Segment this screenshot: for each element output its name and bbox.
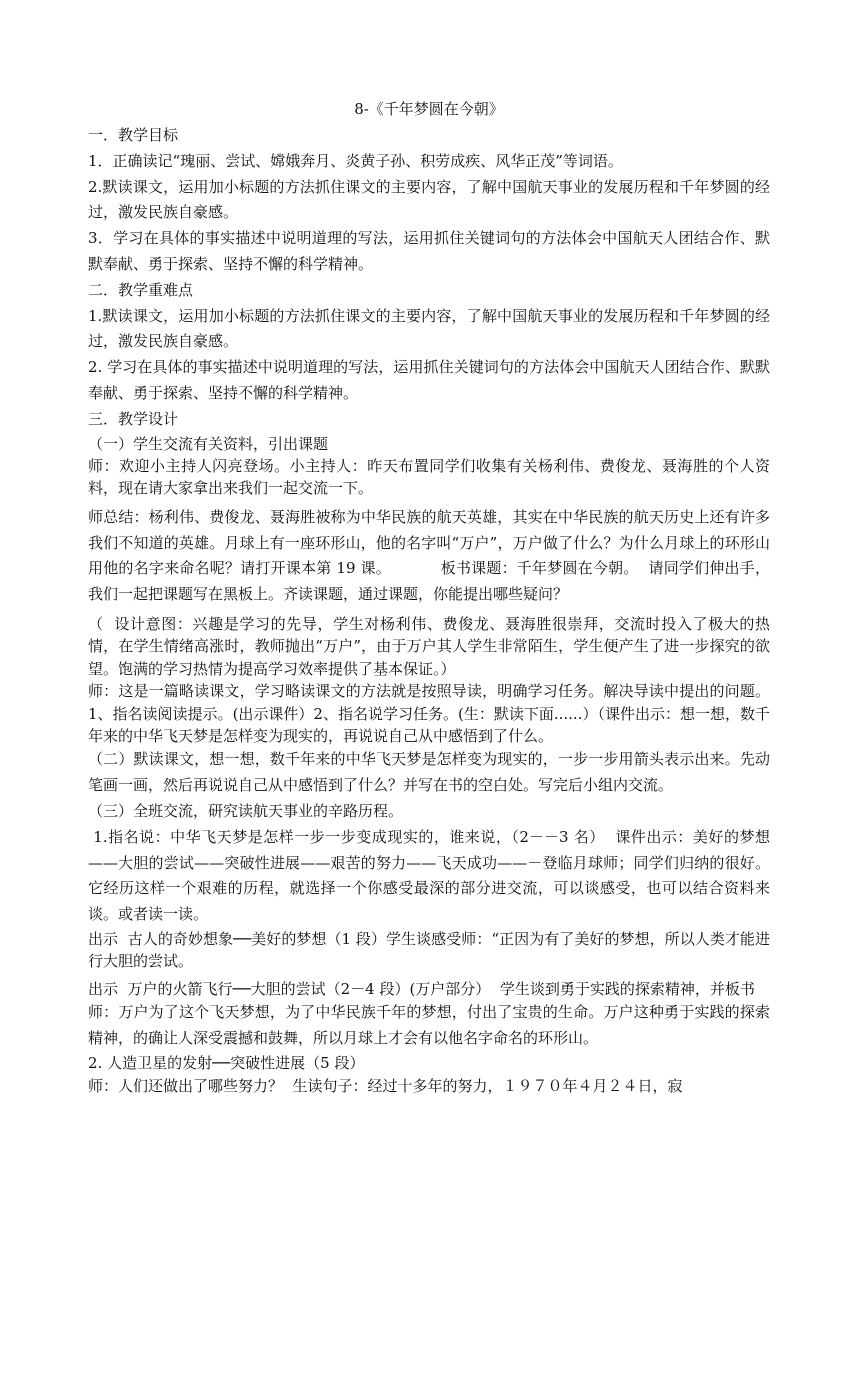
paragraph-key-point-2: 2. 学习在具体的事实描述中说明道理的写法，运用抓住关键词句的方法体会中国航天人团结合作、默默奉献、勇于探索、坚持不懈的科学精神。 <box>88 358 770 402</box>
paragraph-teacher-summary: 师总结：杨利伟、费俊龙、聂海胜被称为中华民族的航天英雄，其实在中华民族的航天历史上还有许多我们不知道的英雄。月球上有一座环形山，他的名字叫“万户”，万户做了什么？为什么月球上的环形山用他的名字来命名呢？请打开课本第 19 课。 板书课题：千年梦圆在今朝。 请同学们伸出手，我们一起把课题写在黑板上。齐读课题，通过课题，你能提出哪些疑问？ <box>88 507 770 604</box>
paragraph-satellite-launch: 2. 人造卫星的发射──突破性进展（5 段） <box>88 1053 365 1072</box>
paragraph-design-intent: （ 设计意图：兴趣是学习的先导，学生对杨利伟、费俊龙、聂海胜很崇拜，交流时投入了极大的热情，在学生情绪高涨时，教师抛出“万户”，由于万户其人学生非常陌生，学生便产生了进一步探究的欲望。饱满的学习热情为提高学习效率提供了基本保证。） <box>88 614 770 678</box>
paragraph-objective-1: 1．正确读记“瑰丽、尝试、嫦娥奔月、炎黄子孙、积劳成疾、风华正茂”等词语。 <box>88 151 623 170</box>
paragraph-wanhu-rocket: 出示 万户的火箭飞行──大胆的尝试（2－4 段）(万户部分） 学生谈到勇于实践的探索精神，并板书 <box>88 979 755 998</box>
paragraph-objective-3: 3．学习在具体的事实描述中说明道理的写法，运用抓住关键词句的方法体会中国航天人团结合作、默默奉献、勇于探索、坚持不懈的科学精神。 <box>88 229 770 273</box>
paragraph-objective-2: 2.默读课文，运用加小标题的方法抓住课文的主要内容，了解中国航天事业的发展历程和千年梦圆的经过，激发民族自豪感。 <box>88 177 770 222</box>
paragraph-ancient-imagination: 出示 古人的奇妙想象──美好的梦想（1 段）学生谈感受师：“正因为有了美好的梦想，所以人类才能进行大胆的尝试。 <box>88 929 770 971</box>
subheading-part-3: （三）全班交流，研究读航天事业的辛路历程。 <box>88 802 404 820</box>
paragraph-further-efforts: 师：人们还做出了哪些努力？ 生读句子：经过十多年的努力，１９７０年４月２４日，寂 <box>88 1077 683 1096</box>
section-heading-key-points: 二．教学重难点 <box>88 280 194 299</box>
paragraph-host-intro: 师：欢迎小主持人闪亮登场。小主持人：昨天布置同学们收集有关杨利伟、费俊龙、聂海胜的个人资料，现在请大家拿出来我们一起交流一下。 <box>88 456 770 498</box>
document-title: 8-《千年梦圆在今朝》 <box>354 100 504 118</box>
paragraph-key-point-1: 1.默读课文，运用加小标题的方法抓住课文的主要内容，了解中国航天事业的发展历程和千年梦圆的经过，激发民族自豪感。 <box>88 306 770 351</box>
document-page <box>88 96 780 1100</box>
paragraph-reading-task: 师：这是一篇略读课文，学习略读课文的方法就是按照导读，明确学习任务。解决导读中提出的问题。 1、指名读阅读提示。(出示课件）2、指名说学习任务。(生：默读下面......）（课件出示：想一想，数千年来的中华飞天梦是怎样变为现实的，再说说自己从中感悟到了什么。 <box>88 682 780 745</box>
paragraph-wanhu-sacrifice: 师：万户为了这个飞天梦想，为了中华民族千年的梦想，付出了宝贵的生命。万户这种勇于实践的探索精神，的确让人深受震撼和鼓舞，所以月球上才会有以他名字命名的环形山。 <box>88 1003 770 1047</box>
subheading-part-2: （二）默读课文，想一想，数千年来的中华飞天梦是怎样变为现实的，一步一步用箭头表示出来。先动笔画一画，然后再说说自己从中感悟到了什么？并写在书的空白处。写完后小组内交流。 <box>88 750 770 795</box>
subheading-part-1: （一）学生交流有关资料，引出课题 <box>88 434 329 453</box>
section-heading-design: 三．教学设计 <box>88 409 179 428</box>
paragraph-class-discussion: 1.指名说：中华飞天梦是怎样一步一步变成现实的，谁来说，（2－－3 名） 课件出示：美好的梦想——大胆的尝试——突破性进展——艰苦的努力——飞天成功——－登临月球师；同学们归纳的很好。它经历这样一个艰难的历程，就选择一个你感受最深的部分进交流，可以谈感受，也可以结合资料来谈。或者读一读。 <box>88 827 770 924</box>
section-heading-objectives: 一．教学目标 <box>88 126 179 144</box>
